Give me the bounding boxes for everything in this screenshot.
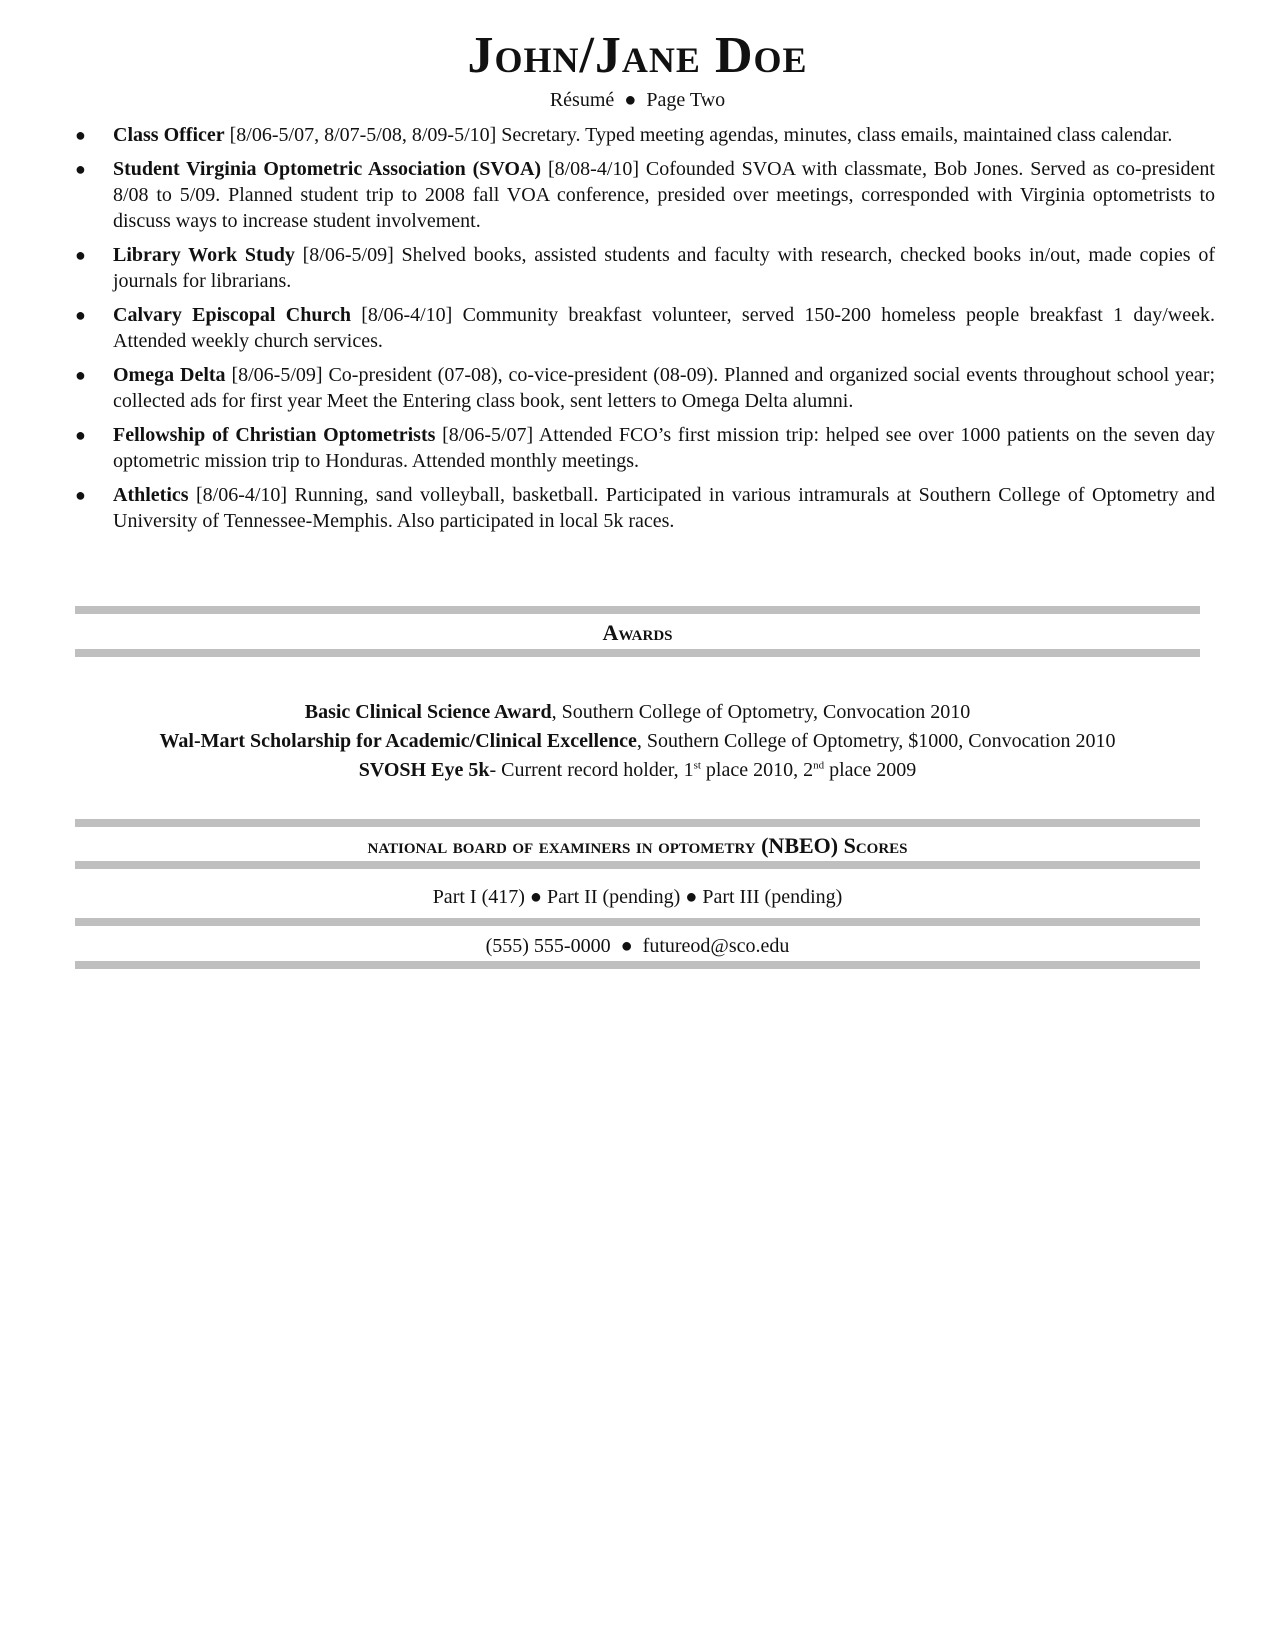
nbeo-scores: Part I (417) ● Part II (pending) ● Part III (pending): [432, 886, 843, 908]
activity-item: [75, 242, 1215, 294]
activity-org: Library Work Study: [113, 244, 295, 266]
activity-item: [75, 422, 1215, 474]
activity-description: [8/06-5/09] Co-president (07-08), co-vice-president (08-09). Planned and organized social events throughout school year; collected ads for first year Meet the Entering class book, sent letters to Omega Delta alumni.: [113, 364, 1215, 412]
award-detail: , Southern College of Optometry, $1000, Convocation 2010: [636, 730, 1116, 752]
bullet-icon: ●: [75, 125, 86, 145]
contact-email[interactable]: futureod@sco.edu: [642, 935, 790, 957]
award-item: [75, 697, 1200, 727]
section-divider: [75, 649, 1200, 657]
activity-item: [75, 302, 1215, 354]
bullet-icon: ●: [75, 305, 86, 325]
ordinal-suffix: nd: [813, 759, 825, 772]
activities-list: [75, 122, 1215, 542]
activity-description: [8/06-5/07, 8/07-5/08, 8/09-5/10] Secretary. Typed meeting agendas, minutes, class emails, maintained class calendar.: [224, 124, 1173, 146]
award-name: Basic Clinical Science Award: [304, 701, 552, 723]
section-divider: [75, 861, 1200, 869]
award-detail: place 2010, 2: [700, 759, 814, 781]
subtitle-separator: ●: [624, 89, 637, 111]
award-detail: place 2009: [824, 759, 917, 781]
activity-org: Student Virginia Optometric Association (SVOA): [113, 158, 542, 180]
activity-description: [8/06-5/09] Shelved books, assisted students and faculty with research, checked books in/out, made copies of journals for librarians.: [113, 244, 1215, 292]
award-detail: , Southern College of Optometry, Convocation 2010: [551, 701, 971, 723]
activity-item: [75, 362, 1215, 414]
page-subtitle: [0, 86, 1275, 114]
award-detail: - Current record holder, 1: [489, 759, 694, 781]
activity-org: Calvary Episcopal Church: [113, 304, 351, 326]
bullet-icon: ●: [75, 365, 86, 385]
nbeo-heading: national board of examiners in optometry (NBEO) Scores: [367, 833, 908, 858]
subtitle-page: Page Two: [646, 89, 726, 111]
contact-phone: (555) 555-0000: [485, 935, 611, 957]
bullet-icon: ●: [75, 485, 86, 505]
ordinal-suffix: st: [693, 759, 701, 772]
award-name: Wal-Mart Scholarship for Academic/Clinical Excellence: [159, 730, 637, 752]
bullet-icon: ●: [75, 425, 86, 445]
section-divider: [75, 819, 1200, 827]
section-divider: [75, 606, 1200, 614]
activity-description: [8/06-5/07] Attended FCO’s first mission trip: helped see over 1000 patients on the seven day optometric mission trip to Honduras. Attended monthly meetings.: [113, 424, 1215, 472]
award-item: [75, 755, 1200, 785]
activity-description: [8/06-4/10] Community breakfast volunteer, served 150-200 homeless people breakfast 1 day/week. Attended weekly church services.: [113, 304, 1215, 352]
activity-item: [75, 482, 1215, 534]
contact-separator: ●: [620, 935, 633, 957]
applicant-name: John/Jane Doe: [467, 27, 808, 84]
activity-item: [75, 122, 1215, 148]
bullet-icon: ●: [75, 245, 86, 265]
activity-description: [8/06-4/10] Running, sand volleyball, basketball. Participated in various intramurals at Southern College of Optometry and University of Tennessee-Memphis. Also participated in local 5k races.: [113, 484, 1215, 532]
activity-org: Class Officer: [113, 124, 225, 146]
activity-org: Omega Delta: [113, 364, 226, 386]
award-name: SVOSH Eye 5k: [358, 759, 490, 781]
activity-description: [8/08-4/10] Cofounded SVOA with classmate, Bob Jones. Served as co-president 8/08 to 5/09. Planned student trip to 2008 fall VOA conference, presided over meetings, corresponded with Virginia optometrists to discuss ways to increase student involvement.: [113, 158, 1215, 232]
activity-item: [75, 156, 1215, 234]
contact-line: [75, 931, 1200, 961]
award-item: [75, 726, 1200, 756]
activity-org: Athletics: [113, 484, 189, 506]
subtitle-resume: Résumé: [549, 89, 615, 111]
awards-heading: Awards: [602, 620, 673, 645]
bullet-icon: ●: [75, 159, 86, 179]
section-divider: [75, 918, 1200, 926]
section-divider: [75, 961, 1200, 969]
activity-org: Fellowship of Christian Optometrists: [113, 424, 436, 446]
